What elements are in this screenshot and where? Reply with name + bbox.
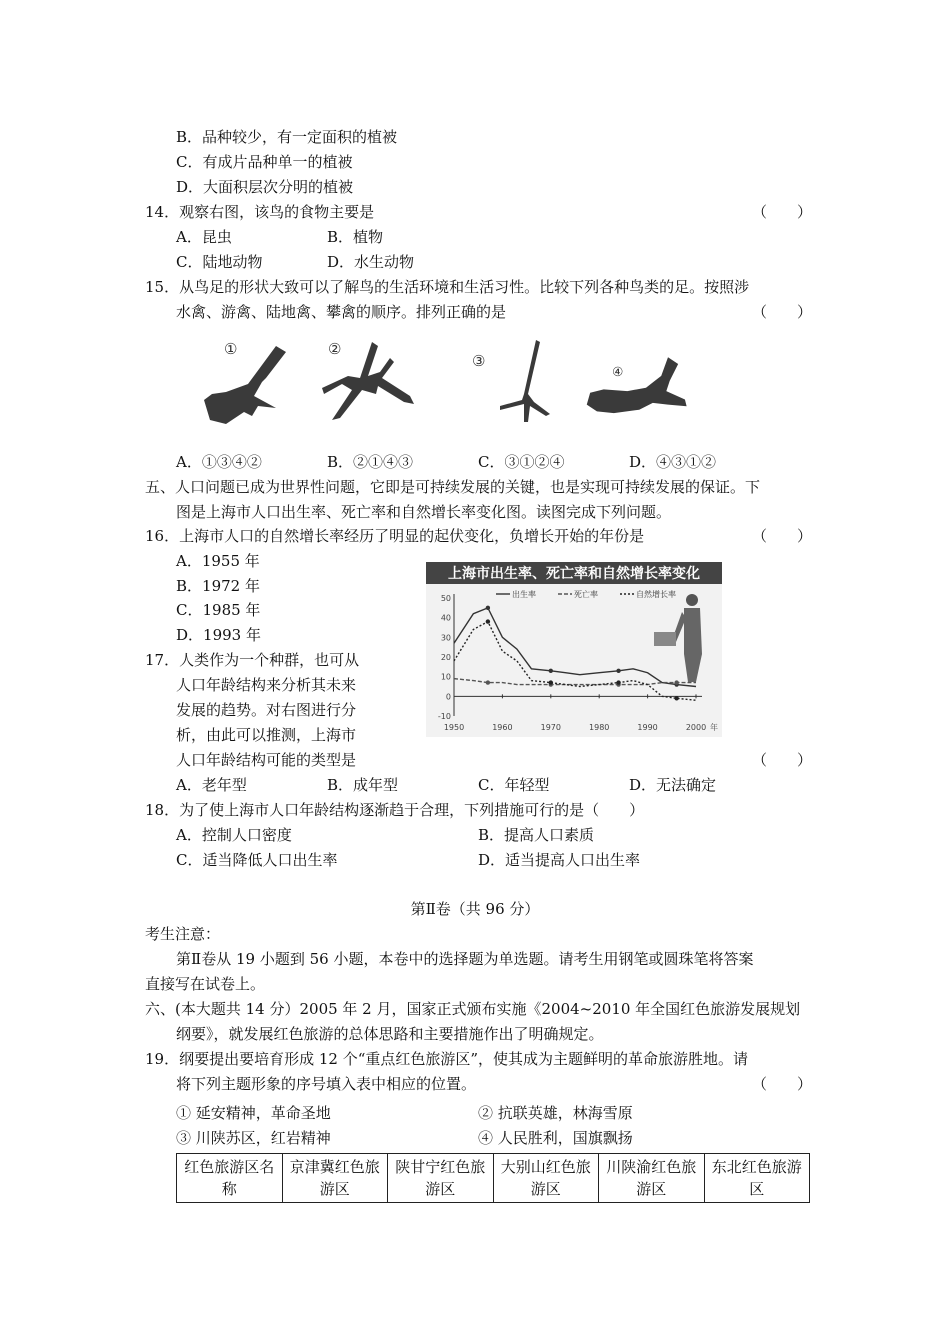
q13-option-c: C．有成片品种单一的植被	[176, 153, 353, 171]
bird-foot-2-label: ②	[328, 340, 342, 358]
chart-y-tick-label: 20	[440, 653, 451, 662]
bird-foot-1-figure	[196, 336, 306, 436]
q19-option-1: ① 延安精神，革命圣地	[176, 1104, 331, 1122]
q15-stem-line1: 15．从鸟足的形状大致可以了解鸟的生活环境和生活习性。比较下列各种鸟类的足。按照涉	[145, 278, 750, 296]
q17-stem-line4: 析，由此可以推测，上海市	[176, 726, 357, 744]
q17-stem-line2: 人口年龄结构来分析其未来	[176, 676, 357, 694]
q19-answer-table	[176, 1153, 810, 1203]
q17-stem-line1: 17．人类作为一个种群，也可从	[145, 651, 360, 669]
section5-intro-line2: 图是上海市人口出生率、死亡率和自然增长率变化图。读图完成下列问题。	[176, 503, 672, 521]
chart-y-tick-label: 0	[445, 692, 451, 702]
bird-foot-3-figure	[470, 336, 580, 436]
part2-title: 第Ⅱ卷（共 96 分）	[410, 900, 540, 918]
chart-data-point	[549, 669, 553, 673]
bird-foot-3-label: ③	[472, 352, 486, 370]
chart-data-point	[486, 606, 490, 610]
table-cell-chuanshanyu[interactable]: 川陕渝红色旅游区	[599, 1154, 705, 1203]
bird-foot-1-label: ①	[224, 340, 238, 358]
q18-option-a: A．控制人口密度	[176, 826, 292, 844]
bird-foot-2-figure	[318, 336, 428, 436]
q14-option-c: C．陆地动物	[176, 253, 263, 271]
chart-x-tick-label: 1960	[492, 723, 513, 732]
q15-answer-paren: （ ）	[752, 303, 813, 321]
table-row	[177, 1154, 810, 1203]
q16-option-d: D．1993 年	[176, 626, 261, 644]
q17-option-a: A．老年型	[176, 776, 247, 794]
q17-option-c: C．年轻型	[478, 776, 550, 794]
part2-notice-line2: 直接写在试卷上。	[145, 975, 266, 993]
q18-option-b: B．提高人口素质	[478, 826, 595, 844]
table-cell-shaanganning[interactable]: 陕甘宁红色旅游区	[388, 1154, 494, 1203]
chart-y-tick-label: 10	[440, 672, 451, 682]
q16-option-c: C．1985 年	[176, 601, 261, 619]
chart-x-tick-label: 1980	[589, 723, 610, 732]
q14-answer-paren: （ ）	[752, 203, 813, 221]
q18-option-c: C．适当降低人口出生率	[176, 851, 338, 869]
q14-option-d: D．水生动物	[327, 253, 415, 271]
chart-x-tick-label: 1970	[540, 723, 561, 732]
chart-data-point	[674, 680, 678, 684]
table-cell-jingjinji[interactable]: 京津冀红色旅游区	[282, 1154, 388, 1203]
chart-legend-label: 自然增长率	[636, 590, 676, 599]
q15-option-c: C．③①②④	[478, 453, 565, 471]
q16-stem: 16．上海市人口的自然增长率经历了明显的起伏变化，负增长开始的年份是	[145, 527, 645, 545]
q14-option-a: A．昆虫	[176, 228, 232, 246]
q19-stem-line1: 19．纲要提出要培育形成 12 个“重点红色旅游区”，使其成为主题鲜明的革命旅游胜地。请	[145, 1050, 749, 1068]
chart-title: 上海市出生率、死亡率和自然增长率变化	[448, 566, 700, 582]
chart-y-tick-label: -10	[437, 712, 451, 721]
q17-answer-paren: （ ）	[752, 751, 813, 769]
chart-legend-label: 出生率	[512, 590, 536, 599]
chart-data-point	[549, 680, 553, 684]
chart-data-point	[616, 680, 620, 684]
chart-data-point	[616, 669, 620, 673]
q16-option-a: A．1955 年	[176, 552, 260, 570]
q14-stem: 14．观察右图，该鸟的食物主要是	[145, 203, 375, 221]
chart-y-tick-label: 40	[440, 613, 451, 623]
chart-legend-label: 死亡率	[574, 590, 598, 599]
q19-option-3: ③ 川陕苏区，红岩精神	[176, 1129, 331, 1147]
chart-x-tick-label: 1950	[443, 723, 465, 732]
q19-stem-line2: 将下列主题形象的序号填入表中相应的位置。	[176, 1075, 477, 1093]
q15-option-d: D．④③①②	[629, 453, 717, 471]
part2-notice-heading: 考生注意：	[145, 925, 221, 943]
q18-option-d: D．适当提高人口出生率	[478, 851, 641, 869]
q17-stem-line3: 发展的趋势。对右图进行分	[176, 701, 357, 719]
chart-x-axis-label: 年	[710, 723, 718, 732]
chart-x-tick-label: 1990	[637, 723, 658, 732]
q19-answer-paren: （ ）	[752, 1075, 813, 1093]
bird-foot-4-figure	[580, 336, 690, 436]
part2-notice-line1: 第Ⅱ卷从 19 小题到 56 小题，本卷中的选择题为单选题。请考生用钢笔或圆珠笔将答案	[176, 950, 754, 968]
bird-foot-4-label: ④	[612, 363, 624, 379]
chart-data-point	[486, 680, 490, 684]
section6-intro-line2: 纲要》，就发展红色旅游的总体思路和主要措施作出了明确规定。	[176, 1025, 604, 1043]
q15-option-b: B．②①④③	[327, 453, 414, 471]
section5-intro-line1: 五、人口问题已成为世界性问题，它即是可持续发展的关键，也是实现可持续发展的保证。下	[145, 478, 761, 496]
q15-stem-line2: 水禽、游禽、陆地禽、攀禽的顺序。排列正确的是	[176, 303, 507, 321]
section6-intro-line1: 六、(本大题共 14 分）2005 年 2 月，国家正式颁布实施《2004~2010 年全国红色旅游发展规划	[145, 1000, 801, 1018]
chart-data-point	[674, 696, 678, 700]
q13-option-d: D．大面积层次分明的植被	[176, 178, 354, 196]
q17-stem-line5: 人口年龄结构可能的类型是	[176, 751, 357, 769]
chart-legend	[496, 589, 676, 599]
q19-option-2: ② 抗联英雄，林海雪原	[478, 1104, 633, 1122]
table-cell-dabieshan[interactable]: 大别山红色旅游区	[493, 1154, 599, 1203]
q15-option-a: A．①③④②	[176, 453, 262, 471]
q17-option-b: B．成年型	[327, 776, 399, 794]
q13-option-b: B．品种较少，有一定面积的植被	[176, 128, 398, 146]
table-cell-header: 红色旅游区名称	[177, 1154, 283, 1203]
q16-answer-paren: （ ）	[752, 527, 813, 545]
q14-option-b: B．植物	[327, 228, 384, 246]
q19-option-4: ④ 人民胜利，国旗飘扬	[478, 1129, 633, 1147]
q16-option-b: B．1972 年	[176, 577, 260, 595]
chart-y-tick-label: 30	[440, 633, 451, 643]
q17-option-d: D．无法确定	[629, 776, 717, 794]
q18-stem: 18．为了使上海市人口年龄结构逐渐趋于合理，下列措施可行的是（ ）	[145, 801, 645, 819]
chart-y-tick-label: 50	[440, 594, 451, 603]
table-cell-dongbei[interactable]: 东北红色旅游区	[704, 1154, 810, 1203]
population-rate-chart	[426, 562, 722, 737]
chart-x-tick-label: 2000	[685, 723, 707, 732]
chart-data-point	[486, 619, 490, 623]
